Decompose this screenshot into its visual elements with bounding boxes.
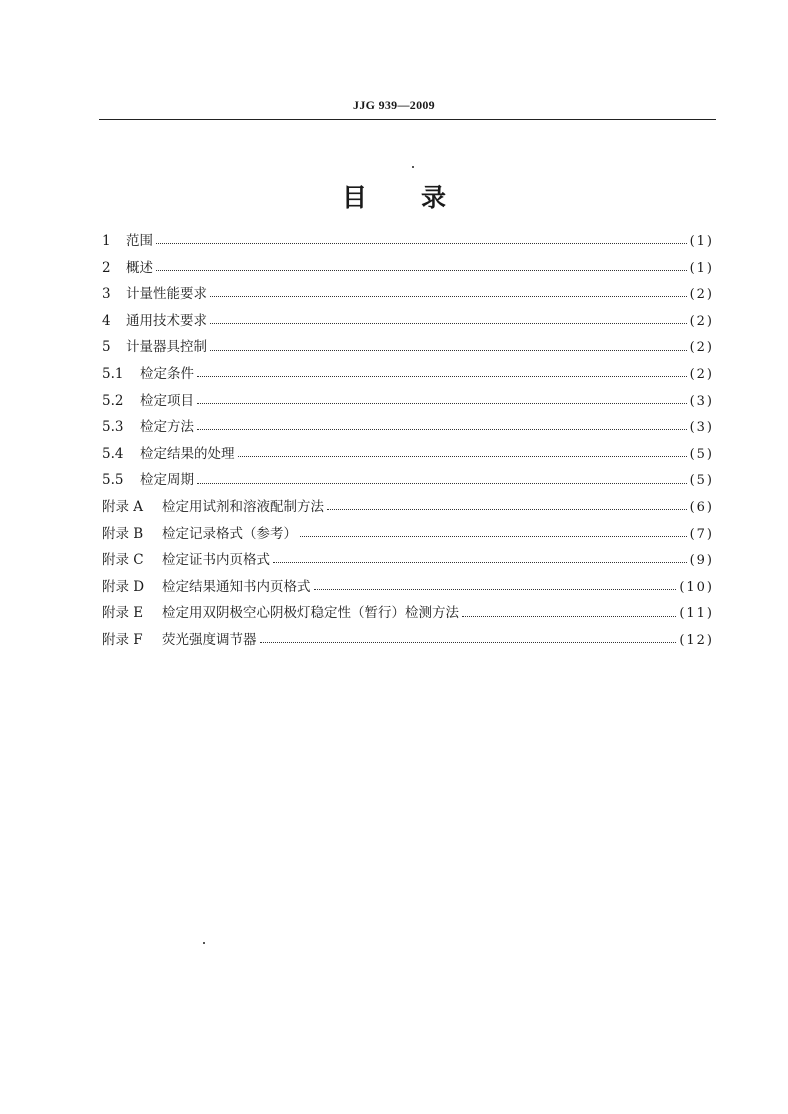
toc-entry-number: 5.5	[102, 472, 124, 489]
toc-entry-page: (10)	[679, 579, 714, 595]
toc-entry-page: (3)	[689, 420, 714, 436]
toc-entry-number: 2	[102, 259, 111, 276]
scan-speck	[203, 942, 205, 944]
toc-entry[interactable]	[102, 255, 714, 282]
toc-dot-leader	[238, 447, 687, 461]
running-header: JJG 939—2009	[353, 98, 435, 112]
toc-entry-title: 范围	[126, 233, 153, 249]
toc-entry-number: 附录 A	[102, 498, 144, 515]
toc-entry-page: (2)	[689, 313, 714, 329]
toc-entry-page: (5)	[689, 473, 714, 489]
toc-entry-title: 通用技术要求	[126, 312, 207, 329]
toc-dot-leader	[197, 474, 687, 488]
toc-dot-leader	[300, 527, 687, 541]
toc-entry-page: (2)	[689, 287, 714, 303]
toc-entry-number: 5	[102, 339, 111, 356]
toc-dot-leader	[156, 234, 687, 248]
toc-entry-title: 检定用双阴极空心阴极灯稳定性（暂行）检测方法	[162, 605, 459, 622]
toc-entry-number: 5.2	[102, 392, 124, 409]
toc-entry-number: 4	[102, 312, 111, 329]
toc-entry-number: 3	[102, 286, 111, 303]
toc-entry[interactable]	[102, 547, 714, 574]
scan-speck	[412, 166, 414, 168]
toc-entry[interactable]	[102, 361, 714, 388]
toc-entry[interactable]	[102, 627, 714, 654]
toc-entry[interactable]	[102, 334, 714, 361]
toc-dot-leader	[210, 341, 687, 355]
toc-entry-page: (2)	[689, 340, 714, 356]
toc-entry-title: 检定用试剂和溶液配制方法	[162, 498, 324, 515]
toc-entry-title: 计量器具控制	[126, 339, 207, 356]
toc-dot-leader	[197, 420, 687, 434]
toc-entry-title: 检定项目	[140, 392, 194, 409]
toc-dot-leader	[273, 553, 687, 567]
toc-dot-leader	[197, 394, 687, 408]
toc-entry-page: (11)	[679, 606, 714, 622]
toc-title-char-1: 目	[341, 183, 367, 212]
toc-entry[interactable]	[102, 521, 714, 548]
toc-dot-leader	[462, 607, 676, 621]
toc-dot-leader	[260, 633, 677, 647]
toc-entry-page: (7)	[689, 526, 714, 542]
toc-dot-leader	[314, 580, 677, 594]
toc-entry-page: (1)	[689, 234, 714, 249]
toc-entry-page: (9)	[689, 553, 714, 569]
toc-dot-leader	[197, 367, 687, 381]
toc-entry[interactable]	[102, 467, 714, 494]
toc-entry-title: 检定记录格式（参考）	[162, 525, 297, 542]
toc-entry-title: 检定方法	[140, 419, 194, 436]
toc-entry-page: (6)	[689, 499, 714, 515]
toc-entry[interactable]	[102, 308, 714, 335]
toc-entry-title: 检定结果通知书内页格式	[162, 578, 311, 595]
header-rule	[99, 119, 716, 120]
toc-entry-page: (3)	[689, 393, 714, 409]
toc-entry-title: 检定周期	[140, 472, 194, 489]
toc-entry-number: 附录 B	[102, 525, 144, 542]
toc-entry-page: (1)	[689, 260, 714, 276]
toc-entry[interactable]	[102, 281, 714, 308]
toc-entry-title: 计量性能要求	[126, 286, 207, 303]
toc-entry-title: 检定结果的处理	[140, 445, 235, 462]
toc-title-char-2: 录	[421, 183, 447, 212]
toc-entry-page: (12)	[679, 632, 714, 648]
toc-entry-number: 5.4	[102, 445, 124, 462]
toc-entry[interactable]	[102, 441, 714, 468]
toc-entry-page: (5)	[689, 446, 714, 462]
toc-entry[interactable]	[102, 494, 714, 521]
toc-entry-number: 附录 F	[102, 631, 143, 648]
toc-entry[interactable]	[102, 414, 714, 441]
toc-entry[interactable]	[102, 388, 714, 415]
toc-entry-number: 5.3	[102, 419, 124, 436]
toc-entry-number: 5.1	[102, 365, 124, 382]
toc-entry-page: (2)	[689, 366, 714, 382]
toc-dot-leader	[156, 261, 687, 275]
toc-dot-leader	[210, 287, 687, 301]
toc-dot-leader	[210, 314, 687, 328]
toc-entry[interactable]	[102, 600, 714, 627]
toc-entry[interactable]	[102, 228, 714, 255]
toc-entry-number: 附录 D	[102, 578, 145, 595]
toc-list	[102, 228, 714, 654]
toc-entry-number: 附录 C	[102, 552, 144, 569]
toc-entry-number: 1	[102, 233, 111, 249]
toc-entry-number: 附录 E	[102, 605, 144, 622]
toc-entry-title: 概述	[126, 259, 153, 276]
toc-dot-leader	[327, 500, 687, 514]
toc-entry-title: 检定条件	[140, 365, 194, 382]
toc-entry-title: 检定证书内页格式	[162, 552, 270, 569]
toc-entry[interactable]	[102, 574, 714, 601]
toc-entry-title: 荧光强度调节器	[162, 631, 257, 648]
toc-title	[0, 178, 788, 214]
